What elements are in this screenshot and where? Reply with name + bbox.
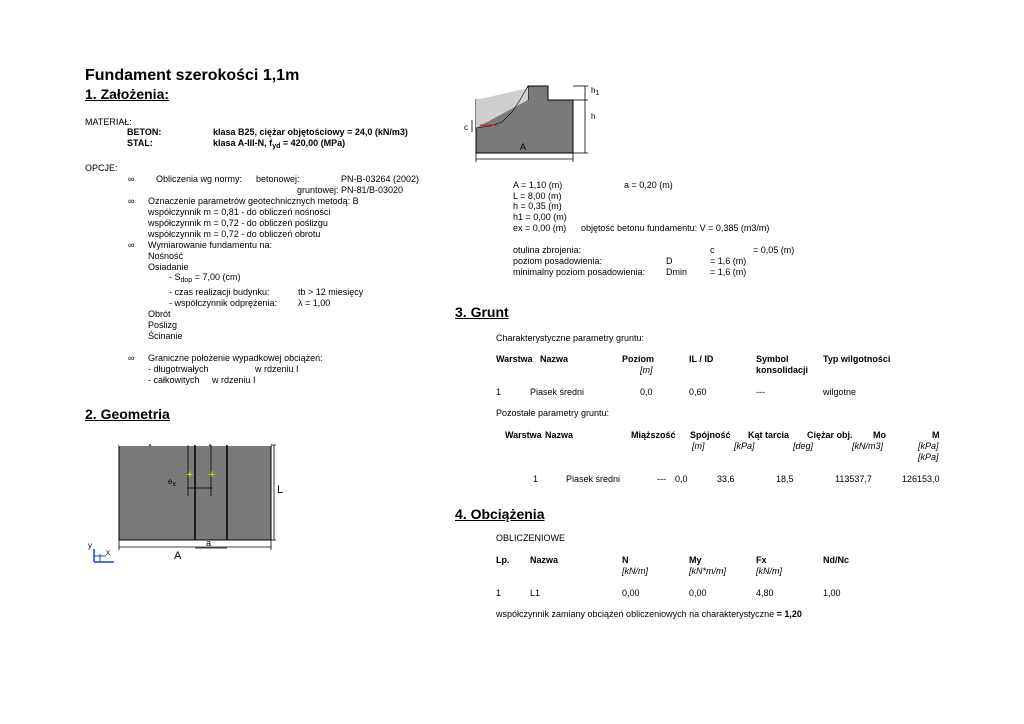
load-cell: 4,80 xyxy=(756,588,774,598)
t2-header: Ciężar obj. xyxy=(807,430,853,440)
obrot: Obrót xyxy=(148,309,171,319)
plan-A-label: A xyxy=(174,550,182,562)
coef-nosnosc: współczynnik m = 0,81 - do obliczeń nośności xyxy=(148,207,331,217)
sdop: - $S_{dop} = 7,00$ (cm) xyxy=(169,272,241,284)
load-header: Lp. xyxy=(496,555,510,565)
t2-cell: 18,5 xyxy=(776,474,794,484)
dlugo-value: w rdzeniu I xyxy=(255,364,299,374)
coef-obrot: współczynnik m = 0,72 - do obliczeń obrotu xyxy=(148,229,321,239)
t2-unit: [kPa] xyxy=(734,441,755,451)
otulina-value: = 0,05 (m) xyxy=(753,245,795,255)
t1-header: Nazwa xyxy=(540,354,569,364)
t2-unit: [kN/m3] xyxy=(852,441,884,451)
plan-ex-label: $e_x$ xyxy=(168,477,176,488)
dim-line: Wymiarowanie fundamentu na: xyxy=(148,240,272,250)
t1-header: Symbol xyxy=(756,354,789,364)
geom-ex: ex = 0,00 (m) xyxy=(513,223,567,233)
t2-cell: 113537,7 xyxy=(835,474,872,484)
t1-cell: 1 xyxy=(496,387,502,397)
t1-unit: konsolidacji xyxy=(756,365,809,375)
load-unit: [kN/m] xyxy=(622,566,648,576)
t1-header: Warstwa xyxy=(496,354,533,364)
load-cell: L1 xyxy=(530,588,541,598)
t2-cell: Piasek średni xyxy=(566,474,621,484)
t2-cell: 0,0 xyxy=(675,474,688,484)
czas-value: tb > 12 miesięcy xyxy=(298,287,364,297)
beton-label: BETON: xyxy=(127,127,162,137)
t2-cell: 126153,0 xyxy=(902,474,940,484)
geom-volume: objętość betonu fundamentu: V = 0,385 (m3/m) xyxy=(581,223,770,233)
dlugo-label: - długotrwałych xyxy=(148,364,209,374)
otulina-symbol: c xyxy=(710,245,715,255)
t2-unit: [kPa] xyxy=(918,441,939,451)
section-h1-label: $h_1$ xyxy=(591,86,600,97)
t1-header: Typ wilgotności xyxy=(823,354,891,364)
t2-unit: [deg] xyxy=(793,441,814,451)
grunt-intro: Charakterystyczne parametry gruntu: xyxy=(496,333,645,343)
param-line: Oznaczenie parametrów geotechnicznych metodą: B xyxy=(148,196,359,206)
t1-cell: 0,60 xyxy=(689,387,707,397)
t1-cell: Piasek średni xyxy=(530,387,585,397)
norm-grunt: gruntowej: PN-81/B-03020 xyxy=(297,185,404,195)
t1-cell: --- xyxy=(756,387,765,397)
t1-unit: [m] xyxy=(640,365,653,375)
section-h-label: h xyxy=(591,112,596,121)
geom-a: a = 0,20 (m) xyxy=(624,180,673,190)
t2-cell: --- xyxy=(657,474,666,484)
otulina-label: otulina zbrojenia: xyxy=(513,245,582,255)
poziom-label: poziom posadowienia: xyxy=(513,256,603,266)
axis-y-label: y xyxy=(88,541,92,550)
norm-beton-value: PN-B-03264 (2002) xyxy=(341,174,420,184)
calk-value: w rdzeniu I xyxy=(212,375,256,385)
nosnosc: Nośność xyxy=(148,251,184,261)
t2-header: Spójność xyxy=(690,430,731,440)
load-type: OBLICZENIOWE xyxy=(496,533,566,543)
t2-header: Mo xyxy=(873,430,886,440)
foundation-plan-drawing xyxy=(88,436,288,566)
geom-h: h = 0,35 (m) xyxy=(513,201,562,211)
calk-label: - całkowitych xyxy=(148,375,200,385)
czas-label: - czas realizacji budynku: xyxy=(169,287,270,297)
axis-x-label: x xyxy=(106,548,110,557)
load-header: Fx xyxy=(756,555,767,565)
section-4-heading: 4. Obciążenia xyxy=(455,506,545,522)
section-2-heading: 2. Geometria xyxy=(85,406,170,422)
section-3-heading: 3. Grunt xyxy=(455,304,509,320)
load-header: Nd/Nc xyxy=(823,555,850,565)
load-unit: [kN*m/m] xyxy=(689,566,726,576)
osiadanie: Osiadanie xyxy=(148,262,189,272)
beton-value: klasa B25, ciężar objętościowy = 24,0 (kN/m3) xyxy=(213,127,408,137)
graniczne: Graniczne położenie wypadkowej obciążeń: xyxy=(148,353,323,363)
geom-h1: h1 = 0,00 (m) xyxy=(513,212,567,222)
svg-text:+: + xyxy=(208,470,216,480)
t2-header: Miąższość xyxy=(631,430,676,440)
t2-unit: [kPa] xyxy=(918,452,939,462)
wsp-label: - współczynnik odprężenia: xyxy=(169,298,278,308)
stal-value: klasa A-III-N, $f_{yd} = 420,00$ (MPa) xyxy=(213,138,346,150)
coef-poslizg: współczynnik m = 0,72 - do obliczeń poślizgu xyxy=(148,218,328,228)
section-c-label: c xyxy=(464,123,468,132)
min-poziom-symbol: Dmin xyxy=(666,267,688,277)
bullet-icon: ∞ xyxy=(128,240,135,250)
bullet-icon: ∞ xyxy=(128,196,135,206)
min-poziom-label: minimalny poziom posadowienia: xyxy=(513,267,646,277)
bullet-icon: ∞ xyxy=(128,353,135,363)
load-header: My xyxy=(689,555,702,565)
section-A-label: A xyxy=(520,142,527,152)
wsp-value: λ = 1,00 xyxy=(298,298,331,308)
load-cell: 1,00 xyxy=(823,588,841,598)
poslizg: Poślizg xyxy=(148,320,178,330)
load-cell: 0,00 xyxy=(622,588,640,598)
poziom-value: = 1,6 (m) xyxy=(710,256,747,266)
t1-header: Poziom xyxy=(622,354,655,364)
geom-A: A = 1,10 (m) xyxy=(513,180,563,190)
t1-header: IL / ID xyxy=(689,354,714,364)
t1-cell: 0,0 xyxy=(640,387,653,397)
load-header: N xyxy=(622,555,629,565)
opcje-label: OPCJE: xyxy=(85,163,118,173)
material-label: MATERIAŁ: xyxy=(85,117,132,127)
t2-unit: [m] xyxy=(692,441,705,451)
section-1-heading: 1. Założenia: xyxy=(85,86,170,102)
load-cell: 0,00 xyxy=(689,588,707,598)
geom-L: L = 8,00 (m) xyxy=(513,191,562,201)
t2-header: Nazwa xyxy=(545,430,574,440)
poziom-symbol: D xyxy=(666,256,673,266)
bullet-icon: ∞ xyxy=(128,174,135,184)
t2-cell: 1 xyxy=(533,474,539,484)
grunt-other: Pozostałe parametry gruntu: xyxy=(496,408,610,418)
t1-cell: wilgotne xyxy=(823,387,857,397)
load-factor: współczynnik zamiany obciążeń obliczeniowych na charakterystyczne = 1,20 xyxy=(496,609,802,619)
plan-a-label: a xyxy=(206,538,212,548)
t2-header: Warstwa xyxy=(505,430,542,440)
load-cell: 1 xyxy=(496,588,502,598)
page-title: Fundament szerokości 1,1m xyxy=(85,67,300,84)
norm-beton-label: betonowej: xyxy=(256,174,300,184)
load-header: Nazwa xyxy=(530,555,559,565)
scinanie: Ścinanie xyxy=(148,331,183,341)
t2-cell: 33,6 xyxy=(717,474,735,484)
plan-L-label: L xyxy=(277,484,284,496)
min-poziom-value: = 1,6 (m) xyxy=(710,267,747,277)
stal-label: STAL: xyxy=(127,138,153,148)
load-unit: [kN/m] xyxy=(756,566,782,576)
norms-label: Obliczenia wg normy: xyxy=(156,174,243,184)
foundation-section-drawing xyxy=(460,82,600,157)
t2-header: M xyxy=(932,430,940,440)
svg-text:+: + xyxy=(186,470,194,480)
t2-header: Kąt tarcia xyxy=(748,430,790,440)
